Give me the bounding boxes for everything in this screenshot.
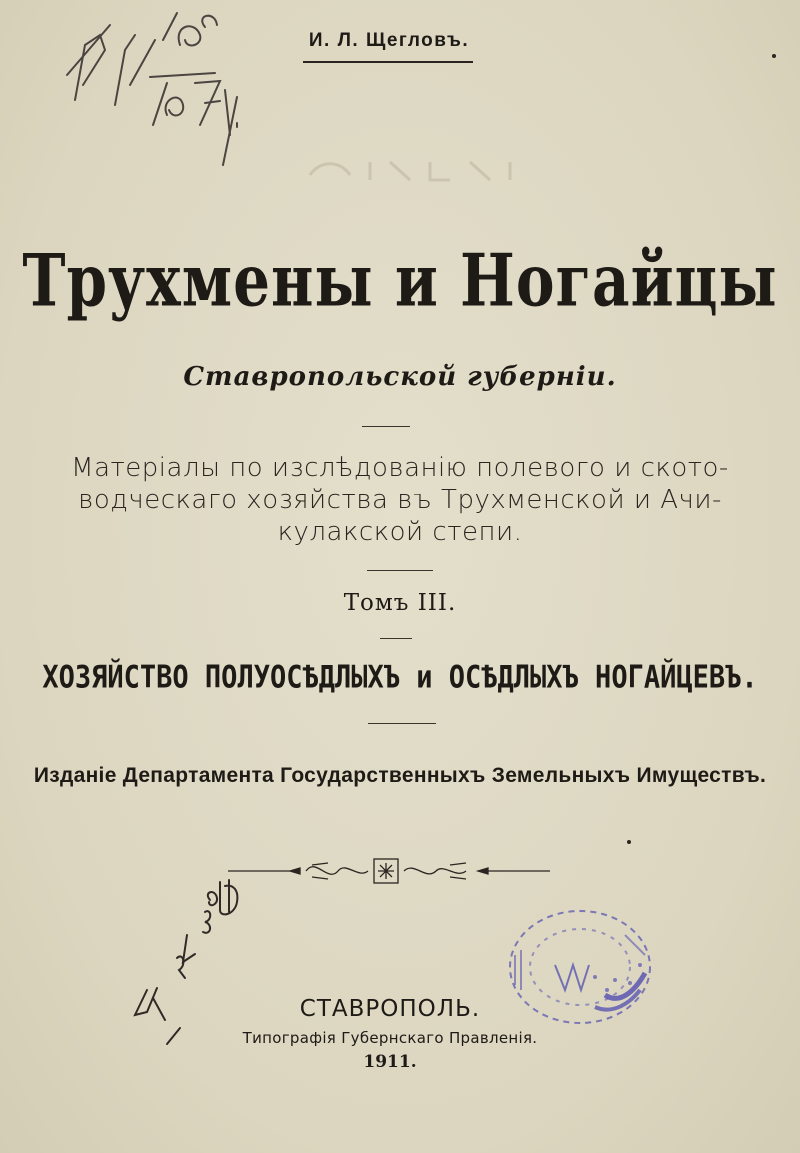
author-underline — [303, 61, 473, 63]
divider-rule — [368, 723, 436, 724]
library-stamp-icon — [495, 895, 660, 1035]
divider-rule — [380, 638, 412, 639]
bleed-through-mark — [300, 150, 560, 190]
publisher-line: Изданіе Департамента Государственныхъ Земельныхъ Имуществъ. — [33, 764, 767, 787]
handwritten-inventory-mark — [125, 870, 265, 1050]
description-line: Матеріалы по изслѣдованію полевого и ското- — [71, 453, 729, 483]
description-line: кулакской степи. — [277, 517, 523, 547]
imprint-printer: Типографія Губернскаго Правленія. — [242, 1029, 538, 1047]
volume-number: Томъ III. — [343, 590, 457, 616]
ornament-divider — [228, 853, 550, 889]
imprint-city: СТАВРОПОЛЬ. — [299, 996, 481, 1022]
paper-speck — [770, 52, 780, 62]
book-subtitle: Ставропольской губерніи. — [183, 362, 617, 392]
divider-rule — [362, 426, 410, 427]
section-title: ХОЗЯЙСТВО ПОЛУОСѢДЛЫХЪ и ОСѢДЛЫХЪ НОГАЙЦЕВЪ. — [42, 659, 758, 696]
imprint-year: 1911. — [363, 1052, 417, 1072]
divider-rule — [367, 570, 433, 571]
paper-speck — [626, 838, 636, 848]
handwritten-shelfmark — [55, 5, 245, 175]
book-description — [40, 452, 760, 548]
author-name: И. Л. Щегловъ. — [308, 30, 470, 51]
book-title: Трухмены и Ногайцы — [22, 238, 778, 323]
description-line: водческаго хозяйства въ Трухменской и Ачи- — [78, 485, 722, 515]
